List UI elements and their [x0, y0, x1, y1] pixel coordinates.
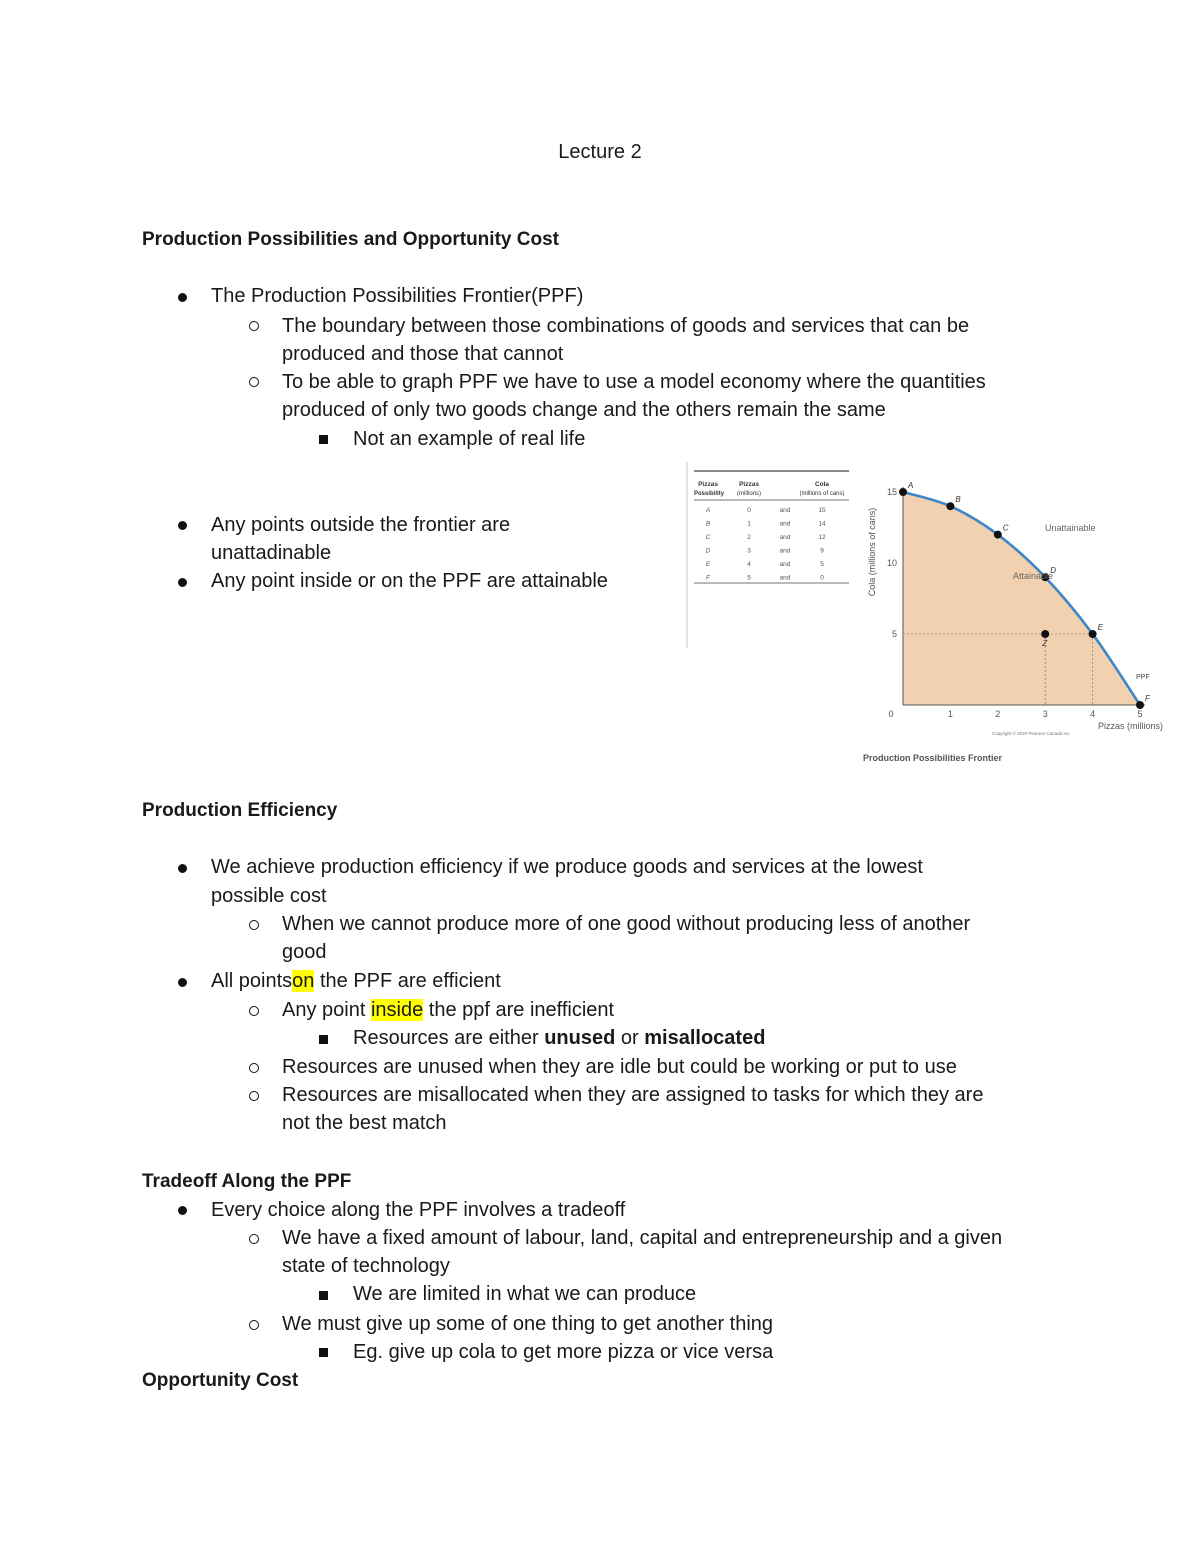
y-tick-label: 15: [886, 487, 897, 497]
sub-bullet-icon: [249, 321, 259, 331]
table-cell-cola: 12: [818, 534, 826, 541]
table-header-cola: Cola: [814, 481, 830, 488]
table-cell-label: A: [705, 507, 711, 514]
bold-text-misallocated: misallocated: [644, 1027, 766, 1049]
list-item-continuation: state of technology: [282, 1255, 450, 1277]
list-item: Every choice along the PPF involves a tradeoff: [211, 1199, 626, 1221]
bullet-icon: [178, 978, 187, 987]
list-item-continuation: produced and those that cannot: [282, 343, 564, 365]
list-item-continuation: good: [282, 941, 327, 963]
table-header-pizzas: Pizzas: [698, 481, 718, 488]
list-item: We are limited in what we can produce: [353, 1283, 697, 1305]
list-item: We achieve production efficiency if we produce goods and services at the lowest: [211, 856, 923, 878]
square-bullet-icon: [319, 1291, 328, 1300]
highlighted-text-inside: inside: [370, 999, 424, 1021]
table-header-pizzas-unit: (millions): [737, 491, 761, 497]
table-cell-conj: and: [779, 561, 791, 568]
point-z: [1041, 630, 1049, 638]
table-cell-pizzas: 4: [747, 561, 751, 568]
ppf-point-label: B: [955, 495, 961, 505]
list-item-continuation: produced of only two goods change and the others remain the same: [282, 399, 886, 421]
table-header-pizzas: Pizzas: [739, 481, 759, 488]
ppf-point-label: F: [1145, 694, 1150, 703]
square-bullet-icon: [319, 1348, 328, 1357]
ppf-point-label: D: [1050, 566, 1056, 576]
table-cell-label: F: [706, 574, 710, 582]
bullet-icon: [178, 1206, 187, 1215]
table-cell-cola: 9: [820, 547, 824, 555]
text-segment: Any point: [282, 999, 366, 1021]
table-cell-cola: 0: [820, 574, 824, 582]
ppf-curve-label: PPF: [1136, 674, 1150, 681]
section-heading-production-possibilities: Production Possibilities and Opportunity Cost: [142, 229, 559, 250]
list-item: Eg. give up cola to get more pizza or vice versa: [353, 1341, 774, 1363]
table-cell-conj: and: [779, 507, 791, 514]
highlighted-text-on: on: [292, 970, 315, 992]
unattainable-label: Unattainable: [1045, 523, 1096, 533]
sub-bullet-icon: [249, 1320, 259, 1330]
x-tick-label: 1: [947, 709, 953, 719]
list-item: The boundary between those combinations of goods and services that can be: [282, 315, 970, 337]
sub-bullet-icon: [249, 1091, 259, 1101]
table-cell-pizzas: 1: [747, 520, 751, 528]
table-cell-pizzas: 3: [747, 547, 751, 555]
bullet-icon: [178, 293, 187, 302]
x-tick-label: 0: [888, 709, 894, 719]
attainable-label: Attainable: [1013, 571, 1054, 581]
x-axis-label: Pizzas (millions): [1098, 721, 1164, 731]
y-tick-label: 5: [891, 629, 897, 639]
chart-title: Production Possibilities Frontier: [863, 753, 1003, 763]
list-item-continuation: possible cost: [211, 885, 327, 907]
table-cell-conj: and: [779, 520, 791, 528]
list-item: The Production Possibilities Frontier(PPF): [211, 285, 584, 307]
list-item: When we cannot produce more of one good without producing less of another: [282, 913, 971, 935]
list-item-continuation: not the best match: [282, 1112, 447, 1134]
list-item: [353, 1024, 765, 1052]
list-item: To be able to graph PPF we have to use a model economy where the quantities: [282, 371, 986, 393]
bullet-icon: [178, 864, 187, 873]
sub-bullet-icon: [249, 1063, 259, 1073]
square-bullet-icon: [319, 435, 328, 444]
ppf-point: [1089, 630, 1097, 638]
text-segment: Resources are either: [353, 1027, 539, 1049]
y-axis-label: Cola (millions of cans): [867, 507, 877, 597]
table-cell-pizzas: 5: [747, 574, 751, 582]
table-cell-label: E: [705, 561, 711, 568]
ppf-chart: [858, 462, 1174, 768]
list-item: [211, 967, 501, 995]
attainable-area: [903, 492, 1140, 705]
ppf-point-label: E: [1097, 623, 1103, 632]
ppf-point: [946, 502, 954, 510]
x-tick-label: 4: [1090, 709, 1096, 719]
list-item: Any point inside or on the PPF are attainable: [211, 570, 608, 592]
list-item: We have a fixed amount of labour, land, capital and entrepreneurship and a given: [282, 1227, 1003, 1249]
ppf-point-label: A: [908, 481, 914, 490]
table-cell-label: B: [705, 520, 711, 528]
text-segment: the PPF are efficient: [319, 970, 501, 992]
list-item: Resources are unused when they are idle but could be working or put to use: [282, 1056, 957, 1078]
ppf-point: [899, 488, 907, 496]
list-item: [282, 996, 614, 1024]
bullet-icon: [178, 578, 187, 587]
x-tick-label: 2: [995, 709, 1001, 719]
list-item: Not an example of real life: [353, 428, 586, 450]
list-item: We must give up some of one thing to get another thing: [282, 1313, 774, 1335]
table-cell-label: C: [705, 534, 711, 541]
table-cell-cola: 5: [820, 561, 824, 568]
ppf-point: [994, 531, 1002, 539]
copyright-text: Copyright © 2020 Pearson Canada Inc.: [992, 731, 1071, 736]
x-tick-label: 3: [1042, 709, 1048, 719]
section-heading-tradeoff: Tradeoff Along the PPF: [142, 1171, 352, 1192]
bold-text-unused: unused: [544, 1027, 616, 1049]
y-tick-label: 10: [886, 558, 897, 568]
text-segment: the ppf are inefficient: [428, 999, 615, 1021]
square-bullet-icon: [319, 1035, 328, 1044]
sub-bullet-icon: [249, 1006, 259, 1016]
table-cell-cola: 15: [818, 507, 826, 514]
sub-bullet-icon: [249, 920, 259, 930]
x-tick-label: 5: [1137, 709, 1143, 719]
table-header-possibility: Possibility: [694, 491, 725, 497]
list-item: Resources are misallocated when they are assigned to tasks for which they are: [282, 1084, 984, 1106]
bullet-icon: [178, 521, 187, 530]
production-possibilities-table: [686, 462, 856, 648]
document-title: Lecture 2: [558, 141, 642, 163]
list-item-continuation: unattadinable: [211, 542, 332, 564]
text-segment: All points: [211, 970, 293, 992]
ppf-point: [1136, 701, 1144, 709]
text-segment: or: [620, 1027, 639, 1049]
table-header-cola-unit: (millions of cans): [799, 491, 845, 497]
section-heading-production-efficiency: Production Efficiency: [142, 800, 338, 821]
table-cell-conj: and: [779, 574, 791, 582]
section-heading-opportunity-cost: Opportunity Cost: [142, 1370, 299, 1391]
table-cell-label: D: [705, 547, 711, 555]
point-z-label: Z: [1042, 639, 1048, 648]
list-item: Any points outside the frontier are: [211, 514, 511, 536]
table-cell-conj: and: [779, 534, 791, 541]
table-cell-pizzas: 0: [747, 507, 751, 514]
table-cell-pizzas: 2: [747, 534, 751, 541]
sub-bullet-icon: [249, 1234, 259, 1244]
table-cell-conj: and: [779, 547, 791, 555]
table-cell-cola: 14: [818, 520, 826, 528]
sub-bullet-icon: [249, 377, 259, 387]
ppf-point-label: C: [1002, 523, 1009, 533]
